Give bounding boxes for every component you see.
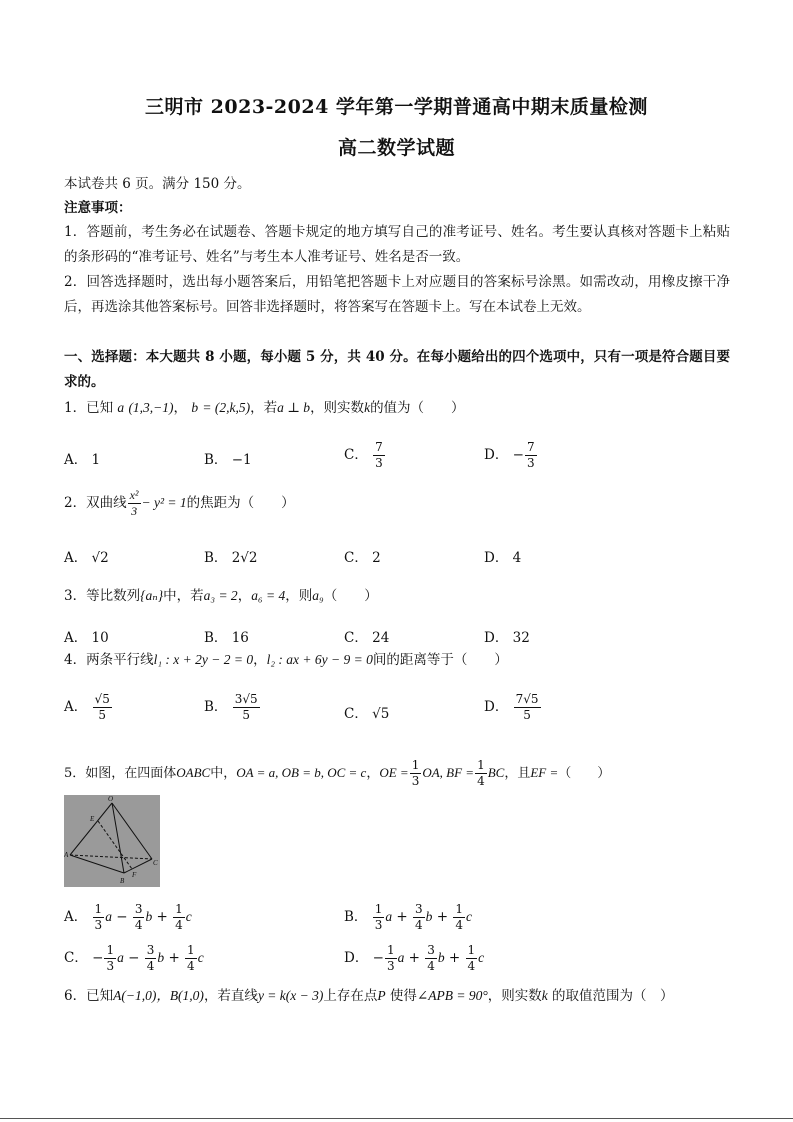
notice-title: 注意事项： <box>64 200 132 216</box>
q2-option-c: C． 2 <box>344 550 381 566</box>
tetrahedron-diagram <box>64 795 160 887</box>
q5-option-c: C． − $\frac{1}{3}$ a − $\frac{3}{4}$ b + $\frac{1}{4}$ c <box>64 943 204 973</box>
fig-label-o: O <box>108 795 114 803</box>
q1-cond-pre: ，若 <box>250 400 278 416</box>
q1-k: k <box>364 400 371 415</box>
q1-option-b: B． −1 <box>204 452 252 468</box>
notice-1: 1．答题前，考生务必在试题卷、答题卡规定的地方填写自己的准考证号、姓名。考生要认真核对答题卡上粘贴的条形码的“准考证号、姓名”与考生本人准考证号、姓名是否一致。 <box>64 224 730 265</box>
page-bottom-rule <box>0 1118 793 1119</box>
section-heading: 一、选择题：本大题共 8 小题，每小题 5 分，共 40 分。在每小题给出的四个选项中，只有一项是符合题目要求的。 <box>64 349 730 390</box>
q1-condition: a ⊥ b <box>277 400 311 415</box>
q1-option-d: D． − $\frac{7}{3}$ <box>484 440 535 470</box>
fig-label-b: B <box>120 877 125 885</box>
q5-option-d: D． − $\frac{1}{3}$ a + $\frac{3}{4}$ b + $\frac{1}{4}$ c <box>344 943 485 973</box>
q1-stem-c: 的值为（ ） <box>370 400 465 416</box>
q3-option-c: C． 24 <box>344 630 390 646</box>
q2-option-d: D． 4 <box>484 550 522 566</box>
q1-vector-a-value: (1,3,−1) <box>128 400 174 415</box>
q5-option-a: A． $\frac{1}{3}$ a − $\frac{3}{4}$ b + $\frac{1}{4}$ c <box>64 902 192 932</box>
q1-option-a: A． 1 <box>64 452 101 468</box>
q4-option-d: D． $\frac{7√5}{5}$ <box>484 692 539 722</box>
page-info: 本试卷共 6 页。满分 150 分。 <box>64 176 251 192</box>
q4-option-c: C． √5 <box>344 706 390 722</box>
notice-2: 2．回答选择题时，选出每小题答案后，用铅笔把答题卡上对应题目的答案标号涂黑。如需改动，用橡皮擦干净后，再选涂其他答案标号。回答非选择题时，将答案写在答题卡上。写在本试卷上无效。 <box>64 274 730 315</box>
q5-option-b: B． $\frac{1}{3}$ a + $\frac{3}{4}$ b + $\frac{1}{4}$ c <box>344 902 472 932</box>
q3-option-b: B． 16 <box>204 630 249 646</box>
q3-option-a: A． 10 <box>64 630 109 646</box>
fig-label-c: C <box>153 859 158 867</box>
q1-vector-a: a <box>117 400 125 415</box>
exam-title: 三明市 2023-2024 学年第一学期普通高中期末质量检测 <box>145 96 648 118</box>
q1-stem-a: 1．已知 <box>64 400 114 416</box>
q3-option-d: D． 32 <box>484 630 530 646</box>
q4-option-b: B． $\frac{3√5}{5}$ <box>204 692 258 722</box>
tetrahedron-figure <box>64 795 160 887</box>
question-3-stem: 3．等比数列{aₙ}中，若a₃ = 2，a₆ = 4，则a₉（ ） <box>64 588 378 604</box>
fig-label-e: E <box>90 815 95 823</box>
fig-label-a: A <box>64 851 69 859</box>
q4-option-a: A． $\frac{√5}{5}$ <box>64 692 110 722</box>
q1-vector-b: b <box>191 400 199 415</box>
q2-option-a: A． √2 <box>64 550 109 566</box>
exam-subtitle: 高二数学试题 <box>337 137 455 159</box>
question-4-stem: 4．两条平行线l₁ : x + 2y − 2 = 0，l₂ : ax + 6y − 9 = 0间的距离等于（ ） <box>64 652 508 668</box>
question-5-stem: 5．如图，在四面体OABC中，OA = a, OB = b, OC = c，OE = $\frac{1}{3}$ OA, BF = $\frac{1}{4}$ BC，且EF =（ ） <box>64 758 611 788</box>
q1-option-c: C． $\frac{7}{3}$ <box>344 440 383 470</box>
question-2-stem: 2．双曲线 $\frac{\text{x²}}{3}$ − y² = 1的焦距为（ ） <box>64 488 295 518</box>
q2-option-b: B． 2√2 <box>204 550 258 566</box>
question-1-stem: 1．已知 a (1,3,−1)， b = (2,k,5)，若a ⊥ b，则实数k的值为（ ） <box>64 400 465 416</box>
q1-stem-b: ，则实数 <box>310 400 365 416</box>
fig-label-f: F <box>132 871 137 879</box>
q1-vector-b-value: = (2,k,5) <box>202 400 251 415</box>
question-6-stem: 6．已知A(−1,0)，B(1,0)，若直线y = k(x − 3)上存在点P 使得∠APB = 90°，则实数k 的取值范围为（ ） <box>64 988 674 1004</box>
